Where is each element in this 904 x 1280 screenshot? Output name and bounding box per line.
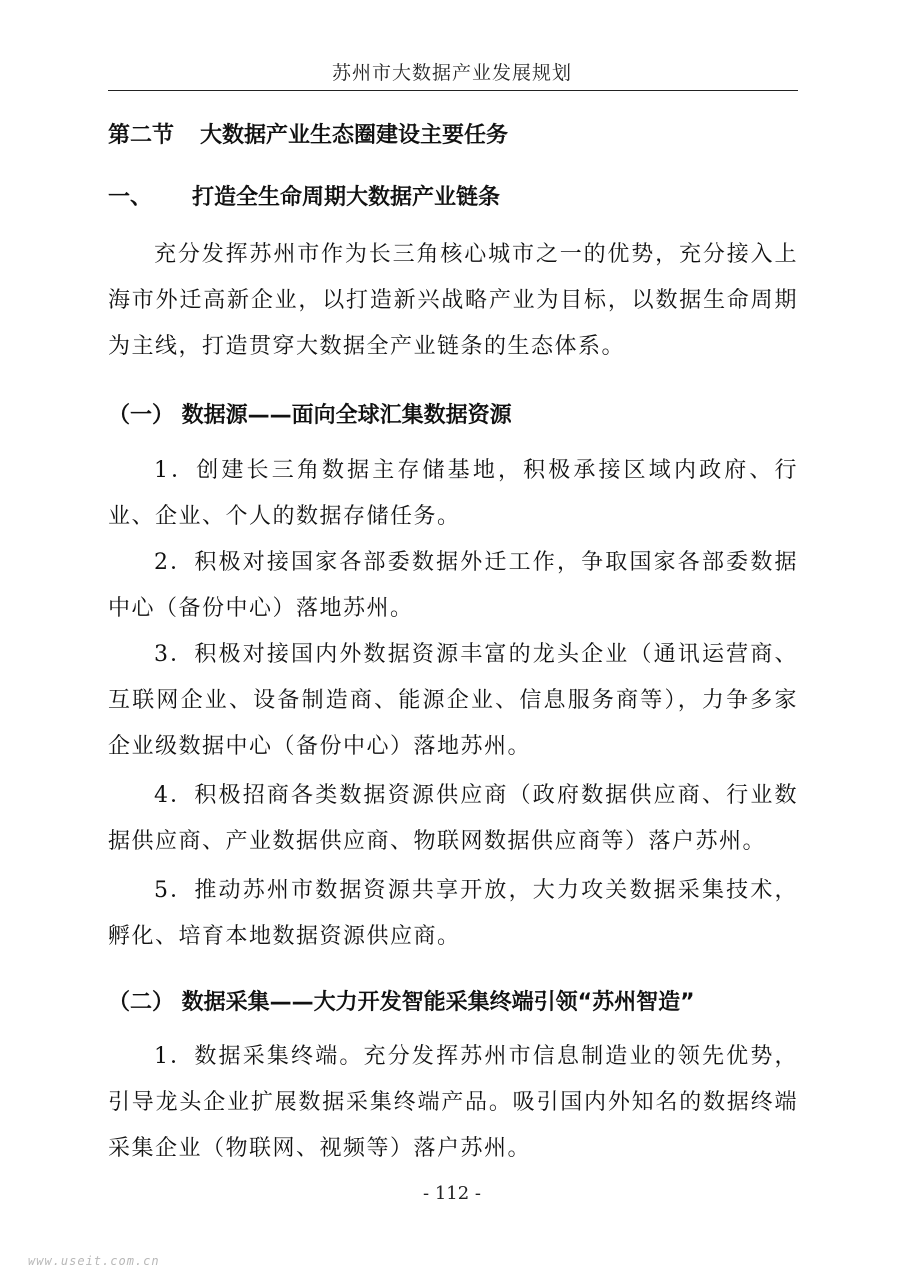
subsection-1-item-5: 5．推动苏州市数据资源共享开放，大力攻关数据采集技术，孵化、培育本地数据资源供应商。: [108, 878, 798, 949]
subsection-1-item-3: 3．积极对接国内外数据资源丰富的龙头企业（通讯运营商、互联网企业、设备制造商、能源企业、信息服务商等），力争多家企业级数据中心（备份中心）落地苏州。: [108, 642, 798, 759]
subsection-2-heading: （二） 数据采集——大力开发智能采集终端引领“苏州智造”: [108, 990, 695, 1015]
section-heading: [108, 118, 508, 149]
section-number: 第二节: [108, 123, 175, 148]
subsection-1-item-4: 4．积极招商各类数据资源供应商（政府数据供应商、行业数据供应商、产业数据供应商、物联网数据供应商等）落户苏州。: [108, 783, 798, 854]
section-title: 大数据产业生态圈建设主要任务: [200, 123, 509, 148]
subsection-2-item-1: 1．数据采集终端。充分发挥苏州市信息制造业的领先优势，引导龙头企业扩展数据采集终端产品。吸引国内外知名的数据终端采集企业（物联网、视频等）落户苏州。: [108, 1044, 798, 1161]
subsection-1-item-2: 2．积极对接国家各部委数据外迁工作，争取国家各部委数据中心（备份中心）落地苏州。: [108, 550, 798, 621]
page-header-title: 苏州市大数据产业发展规划: [331, 62, 572, 84]
heading-level-1: [108, 180, 500, 211]
heading-1-title: 打造全生命周期大数据产业链条: [192, 185, 501, 210]
heading-1-number: 一、: [108, 185, 153, 210]
page-number: - 112 -: [423, 1183, 481, 1204]
header-divider: [108, 90, 798, 91]
subsection-1-heading: （一） 数据源——面向全球汇集数据资源: [108, 403, 512, 428]
site-watermark: www.useit.com.cn: [28, 1254, 160, 1268]
subsection-1-item-1: 1．创建长三角数据主存储基地，积极承接区域内政府、行业、企业、个人的数据存储任务。: [108, 458, 798, 529]
intro-paragraph: 充分发挥苏州市作为长三角核心城市之一的优势，充分接入上海市外迁高新企业，以打造新兴战略产业为目标，以数据生命周期为主线，打造贯穿大数据全产业链条的生态体系。: [108, 242, 798, 359]
